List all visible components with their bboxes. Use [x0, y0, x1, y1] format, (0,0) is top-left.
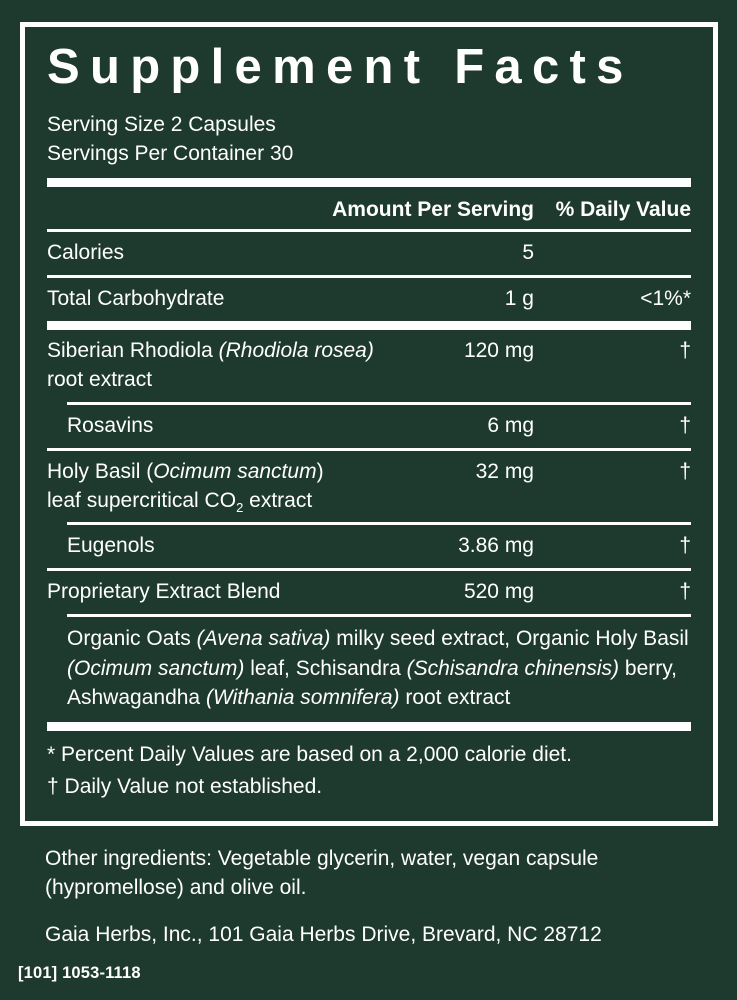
- other-ingredients: Other ingredients: Vegetable glycerin, water, vegan capsule (hypromellose) and olive oil.: [45, 847, 599, 900]
- ingredient-amount: 520 mg: [463, 580, 534, 604]
- product-code: [101] 1053-1118: [18, 964, 141, 983]
- below-frame-section: [18, 844, 693, 985]
- serving-size: Serving Size 2 Capsules: [47, 112, 276, 136]
- ingredient-name: Total Carbohydrate: [47, 286, 225, 310]
- ingredient-daily-value: †: [679, 534, 691, 558]
- ingredient-amount: 1 g: [504, 286, 534, 310]
- divider-top-thick: [47, 178, 691, 187]
- ingredient-name: Holy Basil (Ocimum sanctum) leaf supercritical $CO_2$ extract: [47, 459, 324, 515]
- ingredient-name: Calories: [47, 240, 125, 264]
- manufacturer-address: Gaia Herbs, Inc., 101 Gaia Herbs Drive, Brevard, NC 28712: [45, 922, 602, 946]
- blend-description-text: Organic Oats (Avena sativa) milky seed extract, Organic Holy Basil (Ocimum sanctum) leaf, Schisandra (Schisandra chinensis) berry, Ashwagandha (Withania somnifera) root extract: [67, 627, 689, 710]
- table-row: [47, 525, 691, 568]
- divider-bottom-thick: [47, 722, 691, 731]
- servings-per-container: Servings Per Container 30: [47, 142, 294, 166]
- separator: [47, 321, 691, 330]
- footnotes: [47, 731, 691, 802]
- ingredient-name: Proprietary Extract Blend: [47, 580, 281, 604]
- facts-table-body: [47, 229, 691, 720]
- table-row: [47, 451, 691, 523]
- blend-description: [47, 617, 691, 719]
- ingredient-daily-value: <1%*: [640, 286, 691, 310]
- footnote: [47, 773, 691, 802]
- header-daily-value: % Daily Value: [555, 197, 691, 221]
- header-amount-per-serving: Amount Per Serving: [332, 197, 534, 221]
- table-row: [47, 278, 691, 321]
- table-row: [47, 405, 691, 448]
- ingredient-name: Rosavins: [67, 413, 154, 437]
- ingredient-amount: 3.86 mg: [458, 534, 534, 558]
- footnote-text: Percent Daily Values are based on a 2,000 calorie diet.: [61, 742, 572, 766]
- ingredient-amount: 32 mg: [475, 459, 534, 483]
- ingredient-name: Eugenols: [67, 534, 155, 558]
- footnote: [47, 741, 691, 770]
- ingredient-daily-value: †: [679, 413, 691, 437]
- table-row: [47, 571, 691, 614]
- supplement-label-frame: [20, 22, 718, 826]
- ingredient-amount: 5: [522, 240, 534, 264]
- ingredient-daily-value: †: [679, 459, 691, 483]
- facts-header-row: [47, 187, 691, 229]
- ingredient-amount: 120 mg: [463, 338, 534, 362]
- footnote-symbol: †: [47, 774, 59, 798]
- serving-info: [47, 110, 691, 169]
- footnote-symbol: *: [47, 742, 56, 766]
- table-row: [47, 330, 691, 402]
- ingredient-daily-value: †: [679, 580, 691, 604]
- label-title: Supplement Facts: [47, 40, 634, 94]
- ingredient-amount: 6 mg: [487, 413, 534, 437]
- ingredient-daily-value: †: [679, 338, 691, 362]
- footnote-text: Daily Value not established.: [64, 774, 323, 798]
- ingredient-name: Siberian Rhodiola (Rhodiola rosea) root extract: [47, 338, 374, 391]
- table-row: [47, 232, 691, 275]
